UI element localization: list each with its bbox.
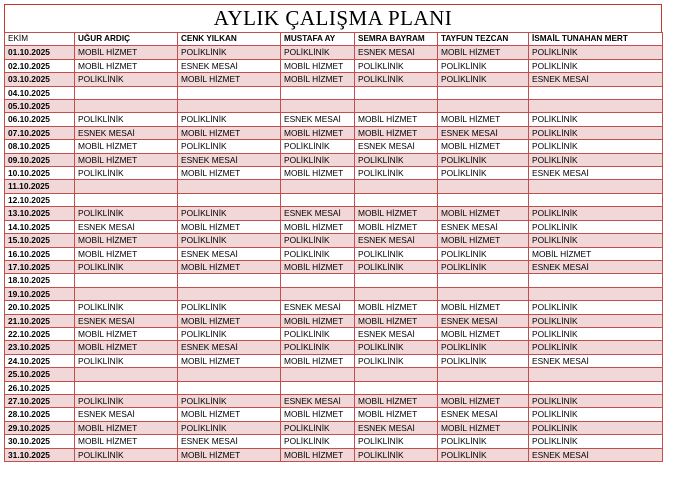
shift-cell: POLİKLİNİK: [438, 59, 529, 72]
date-cell: 20.10.2025: [5, 301, 75, 314]
shift-cell: MOBİL HİZMET: [281, 408, 355, 421]
shift-cell: MOBİL HİZMET: [75, 421, 178, 434]
shift-cell: [529, 274, 663, 287]
staff-header: MUSTAFA AY: [281, 33, 355, 46]
shift-cell: ESNEK MESAİ: [178, 247, 281, 260]
table-row: [5, 368, 663, 381]
table-row: [5, 247, 663, 260]
table-row: [5, 448, 663, 461]
header-row: [5, 33, 663, 46]
shift-cell: POLİKLİNİK: [75, 354, 178, 367]
shift-cell: POLİKLİNİK: [178, 327, 281, 340]
shift-cell: POLİKLİNİK: [178, 207, 281, 220]
shift-cell: POLİKLİNİK: [438, 448, 529, 461]
table-row: [5, 408, 663, 421]
shift-cell: [529, 100, 663, 113]
date-cell: 26.10.2025: [5, 381, 75, 394]
shift-cell: [281, 180, 355, 193]
shift-cell: MOBİL HİZMET: [178, 73, 281, 86]
schedule-sheet: [4, 4, 662, 462]
shift-cell: POLİKLİNİK: [529, 126, 663, 139]
shift-cell: POLİKLİNİK: [75, 260, 178, 273]
shift-cell: POLİKLİNİK: [529, 234, 663, 247]
schedule-table: [4, 32, 663, 462]
date-cell: 22.10.2025: [5, 327, 75, 340]
shift-cell: MOBİL HİZMET: [75, 327, 178, 340]
shift-cell: ESNEK MESAİ: [75, 408, 178, 421]
shift-cell: [438, 381, 529, 394]
date-cell: 19.10.2025: [5, 287, 75, 300]
month-header: EKİM: [5, 33, 75, 46]
table-row: [5, 274, 663, 287]
shift-cell: MOBİL HİZMET: [281, 260, 355, 273]
shift-cell: ESNEK MESAİ: [529, 354, 663, 367]
date-cell: 27.10.2025: [5, 394, 75, 407]
shift-cell: [355, 100, 438, 113]
shift-cell: [281, 193, 355, 206]
shift-cell: POLİKLİNİK: [178, 421, 281, 434]
shift-cell: [75, 86, 178, 99]
shift-cell: [178, 381, 281, 394]
date-cell: 29.10.2025: [5, 421, 75, 434]
shift-cell: POLİKLİNİK: [529, 220, 663, 233]
shift-cell: [438, 100, 529, 113]
staff-header: CENK YILKAN: [178, 33, 281, 46]
shift-cell: POLİKLİNİK: [75, 73, 178, 86]
shift-cell: [438, 274, 529, 287]
shift-cell: MOBİL HİZMET: [178, 354, 281, 367]
date-cell: 25.10.2025: [5, 368, 75, 381]
table-row: [5, 59, 663, 72]
shift-cell: [178, 180, 281, 193]
shift-cell: [529, 368, 663, 381]
shift-cell: POLİKLİNİK: [529, 435, 663, 448]
shift-cell: POLİKLİNİK: [438, 341, 529, 354]
shift-cell: [75, 100, 178, 113]
table-row: [5, 153, 663, 166]
shift-cell: POLİKLİNİK: [529, 314, 663, 327]
staff-header: İSMAİL TUNAHAN MERT: [529, 33, 663, 46]
shift-cell: MOBİL HİZMET: [281, 314, 355, 327]
shift-cell: ESNEK MESAİ: [178, 341, 281, 354]
shift-cell: MOBİL HİZMET: [178, 260, 281, 273]
shift-cell: [281, 86, 355, 99]
shift-cell: MOBİL HİZMET: [75, 140, 178, 153]
shift-cell: ESNEK MESAİ: [355, 327, 438, 340]
shift-cell: MOBİL HİZMET: [438, 301, 529, 314]
shift-cell: MOBİL HİZMET: [178, 448, 281, 461]
shift-cell: POLİKLİNİK: [355, 354, 438, 367]
shift-cell: POLİKLİNİK: [281, 247, 355, 260]
shift-cell: MOBİL HİZMET: [281, 167, 355, 180]
shift-cell: MOBİL HİZMET: [178, 220, 281, 233]
shift-cell: ESNEK MESAİ: [75, 126, 178, 139]
shift-cell: MOBİL HİZMET: [75, 153, 178, 166]
shift-cell: POLİKLİNİK: [75, 207, 178, 220]
shift-cell: ESNEK MESAİ: [438, 408, 529, 421]
date-cell: 16.10.2025: [5, 247, 75, 260]
shift-cell: [178, 100, 281, 113]
shift-cell: ESNEK MESAİ: [438, 126, 529, 139]
shift-cell: POLİKLİNİK: [178, 113, 281, 126]
shift-cell: POLİKLİNİK: [529, 394, 663, 407]
shift-cell: POLİKLİNİK: [438, 247, 529, 260]
shift-cell: [438, 180, 529, 193]
table-row: [5, 314, 663, 327]
shift-cell: POLİKLİNİK: [529, 140, 663, 153]
shift-cell: POLİKLİNİK: [281, 421, 355, 434]
date-cell: 09.10.2025: [5, 153, 75, 166]
shift-cell: [355, 180, 438, 193]
shift-cell: [75, 193, 178, 206]
shift-cell: POLİKLİNİK: [281, 140, 355, 153]
shift-cell: ESNEK MESAİ: [355, 421, 438, 434]
shift-cell: MOBİL HİZMET: [529, 247, 663, 260]
shift-cell: POLİKLİNİK: [178, 234, 281, 247]
shift-cell: [355, 287, 438, 300]
shift-cell: [529, 86, 663, 99]
shift-cell: POLİKLİNİK: [75, 394, 178, 407]
shift-cell: POLİKLİNİK: [529, 301, 663, 314]
date-cell: 06.10.2025: [5, 113, 75, 126]
shift-cell: [178, 193, 281, 206]
date-cell: 30.10.2025: [5, 435, 75, 448]
shift-cell: POLİKLİNİK: [355, 153, 438, 166]
shift-cell: MOBİL HİZMET: [281, 220, 355, 233]
table-row: [5, 301, 663, 314]
shift-cell: [75, 381, 178, 394]
shift-cell: MOBİL HİZMET: [75, 46, 178, 59]
shift-cell: ESNEK MESAİ: [529, 167, 663, 180]
schedule-body: [5, 33, 663, 462]
shift-cell: MOBİL HİZMET: [438, 327, 529, 340]
shift-cell: MOBİL HİZMET: [438, 46, 529, 59]
shift-cell: [355, 193, 438, 206]
date-cell: 13.10.2025: [5, 207, 75, 220]
date-cell: 07.10.2025: [5, 126, 75, 139]
shift-cell: ESNEK MESAİ: [178, 59, 281, 72]
shift-cell: POLİKLİNİK: [438, 73, 529, 86]
table-row: [5, 180, 663, 193]
shift-cell: MOBİL HİZMET: [75, 435, 178, 448]
shift-cell: MOBİL HİZMET: [178, 314, 281, 327]
table-row: [5, 394, 663, 407]
shift-cell: [178, 287, 281, 300]
shift-cell: MOBİL HİZMET: [355, 301, 438, 314]
shift-cell: MOBİL HİZMET: [438, 234, 529, 247]
table-row: [5, 260, 663, 273]
shift-cell: POLİKLİNİK: [281, 234, 355, 247]
shift-cell: ESNEK MESAİ: [281, 394, 355, 407]
shift-cell: POLİKLİNİK: [355, 167, 438, 180]
shift-cell: POLİKLİNİK: [178, 301, 281, 314]
shift-cell: [355, 86, 438, 99]
date-cell: 21.10.2025: [5, 314, 75, 327]
shift-cell: POLİKLİNİK: [281, 46, 355, 59]
shift-cell: [75, 180, 178, 193]
date-cell: 03.10.2025: [5, 73, 75, 86]
shift-cell: MOBİL HİZMET: [355, 408, 438, 421]
shift-cell: POLİKLİNİK: [355, 260, 438, 273]
shift-cell: [529, 193, 663, 206]
shift-cell: MOBİL HİZMET: [355, 113, 438, 126]
shift-cell: POLİKLİNİK: [178, 394, 281, 407]
table-row: [5, 435, 663, 448]
shift-cell: POLİKLİNİK: [281, 153, 355, 166]
date-cell: 23.10.2025: [5, 341, 75, 354]
shift-cell: [355, 274, 438, 287]
date-cell: 10.10.2025: [5, 167, 75, 180]
shift-cell: MOBİL HİZMET: [355, 126, 438, 139]
shift-cell: POLİKLİNİK: [438, 435, 529, 448]
date-cell: 11.10.2025: [5, 180, 75, 193]
shift-cell: ESNEK MESAİ: [438, 220, 529, 233]
shift-cell: POLİKLİNİK: [529, 113, 663, 126]
date-cell: 04.10.2025: [5, 86, 75, 99]
shift-cell: POLİKLİNİK: [281, 435, 355, 448]
shift-cell: ESNEK MESAİ: [529, 448, 663, 461]
table-row: [5, 220, 663, 233]
shift-cell: MOBİL HİZMET: [355, 220, 438, 233]
shift-cell: ESNEK MESAİ: [529, 260, 663, 273]
shift-cell: [178, 274, 281, 287]
date-cell: 05.10.2025: [5, 100, 75, 113]
table-row: [5, 86, 663, 99]
shift-cell: [281, 287, 355, 300]
shift-cell: POLİKLİNİK: [75, 448, 178, 461]
shift-cell: [281, 381, 355, 394]
shift-cell: MOBİL HİZMET: [281, 448, 355, 461]
shift-cell: [281, 274, 355, 287]
shift-cell: MOBİL HİZMET: [281, 73, 355, 86]
shift-cell: [75, 287, 178, 300]
date-cell: 24.10.2025: [5, 354, 75, 367]
shift-cell: ESNEK MESAİ: [355, 46, 438, 59]
shift-cell: POLİKLİNİK: [75, 301, 178, 314]
shift-cell: POLİKLİNİK: [355, 435, 438, 448]
shift-cell: ESNEK MESAİ: [529, 73, 663, 86]
shift-cell: MOBİL HİZMET: [75, 234, 178, 247]
shift-cell: [529, 381, 663, 394]
shift-cell: ESNEK MESAİ: [281, 207, 355, 220]
shift-cell: POLİKLİNİK: [529, 408, 663, 421]
shift-cell: POLİKLİNİK: [281, 327, 355, 340]
table-row: [5, 113, 663, 126]
shift-cell: POLİKLİNİK: [75, 113, 178, 126]
shift-cell: POLİKLİNİK: [355, 59, 438, 72]
table-row: [5, 207, 663, 220]
table-row: [5, 73, 663, 86]
shift-cell: MOBİL HİZMET: [438, 394, 529, 407]
shift-cell: ESNEK MESAİ: [75, 314, 178, 327]
shift-cell: [355, 368, 438, 381]
date-cell: 14.10.2025: [5, 220, 75, 233]
date-cell: 08.10.2025: [5, 140, 75, 153]
shift-cell: MOBİL HİZMET: [281, 354, 355, 367]
table-row: [5, 341, 663, 354]
shift-cell: [281, 368, 355, 381]
shift-cell: [178, 368, 281, 381]
staff-header: SEMRA BAYRAM: [355, 33, 438, 46]
shift-cell: ESNEK MESAİ: [281, 301, 355, 314]
shift-cell: [75, 274, 178, 287]
shift-cell: [75, 368, 178, 381]
shift-cell: ESNEK MESAİ: [75, 220, 178, 233]
date-cell: 28.10.2025: [5, 408, 75, 421]
shift-cell: POLİKLİNİK: [438, 167, 529, 180]
shift-cell: POLİKLİNİK: [355, 247, 438, 260]
shift-cell: ESNEK MESAİ: [178, 153, 281, 166]
shift-cell: [438, 86, 529, 99]
table-row: [5, 354, 663, 367]
shift-cell: MOBİL HİZMET: [355, 314, 438, 327]
date-cell: 31.10.2025: [5, 448, 75, 461]
shift-cell: ESNEK MESAİ: [178, 435, 281, 448]
table-row: [5, 327, 663, 340]
date-cell: 15.10.2025: [5, 234, 75, 247]
shift-cell: POLİKLİNİK: [529, 207, 663, 220]
date-cell: 01.10.2025: [5, 46, 75, 59]
table-row: [5, 287, 663, 300]
shift-cell: MOBİL HİZMET: [178, 167, 281, 180]
shift-cell: MOBİL HİZMET: [438, 421, 529, 434]
table-row: [5, 193, 663, 206]
shift-cell: POLİKLİNİK: [281, 341, 355, 354]
shift-cell: POLİKLİNİK: [178, 46, 281, 59]
shift-cell: POLİKLİNİK: [75, 167, 178, 180]
shift-cell: MOBİL HİZMET: [281, 59, 355, 72]
shift-cell: POLİKLİNİK: [529, 153, 663, 166]
table-row: [5, 140, 663, 153]
shift-cell: MOBİL HİZMET: [178, 126, 281, 139]
staff-header: UĞUR ARDIÇ: [75, 33, 178, 46]
shift-cell: POLİKLİNİK: [438, 354, 529, 367]
shift-cell: POLİKLİNİK: [178, 140, 281, 153]
shift-cell: MOBİL HİZMET: [281, 126, 355, 139]
shift-cell: [438, 368, 529, 381]
table-row: [5, 100, 663, 113]
shift-cell: ESNEK MESAİ: [355, 234, 438, 247]
shift-cell: POLİKLİNİK: [355, 341, 438, 354]
date-cell: 18.10.2025: [5, 274, 75, 287]
shift-cell: MOBİL HİZMET: [438, 140, 529, 153]
shift-cell: POLİKLİNİK: [355, 73, 438, 86]
page-title: AYLIK ÇALIŞMA PLANI: [4, 4, 662, 32]
shift-cell: [438, 193, 529, 206]
table-row: [5, 167, 663, 180]
shift-cell: POLİKLİNİK: [529, 46, 663, 59]
table-row: [5, 46, 663, 59]
shift-cell: [178, 86, 281, 99]
shift-cell: [438, 287, 529, 300]
shift-cell: MOBİL HİZMET: [178, 408, 281, 421]
shift-cell: POLİKLİNİK: [529, 341, 663, 354]
table-row: [5, 381, 663, 394]
shift-cell: POLİKLİNİK: [438, 153, 529, 166]
shift-cell: MOBİL HİZMET: [438, 207, 529, 220]
shift-cell: MOBİL HİZMET: [355, 207, 438, 220]
shift-cell: MOBİL HİZMET: [438, 113, 529, 126]
shift-cell: POLİKLİNİK: [529, 421, 663, 434]
shift-cell: ESNEK MESAİ: [438, 314, 529, 327]
date-cell: 12.10.2025: [5, 193, 75, 206]
shift-cell: POLİKLİNİK: [529, 327, 663, 340]
date-cell: 17.10.2025: [5, 260, 75, 273]
shift-cell: [529, 180, 663, 193]
staff-header: TAYFUN TEZCAN: [438, 33, 529, 46]
table-row: [5, 126, 663, 139]
shift-cell: [355, 381, 438, 394]
date-cell: 02.10.2025: [5, 59, 75, 72]
shift-cell: MOBİL HİZMET: [75, 247, 178, 260]
shift-cell: POLİKLİNİK: [438, 260, 529, 273]
shift-cell: [529, 287, 663, 300]
shift-cell: MOBİL HİZMET: [355, 394, 438, 407]
shift-cell: ESNEK MESAİ: [355, 140, 438, 153]
shift-cell: [281, 100, 355, 113]
shift-cell: POLİKLİNİK: [529, 59, 663, 72]
shift-cell: ESNEK MESAİ: [281, 113, 355, 126]
shift-cell: MOBİL HİZMET: [75, 341, 178, 354]
shift-cell: POLİKLİNİK: [355, 448, 438, 461]
table-row: [5, 421, 663, 434]
table-row: [5, 234, 663, 247]
shift-cell: MOBİL HİZMET: [75, 59, 178, 72]
